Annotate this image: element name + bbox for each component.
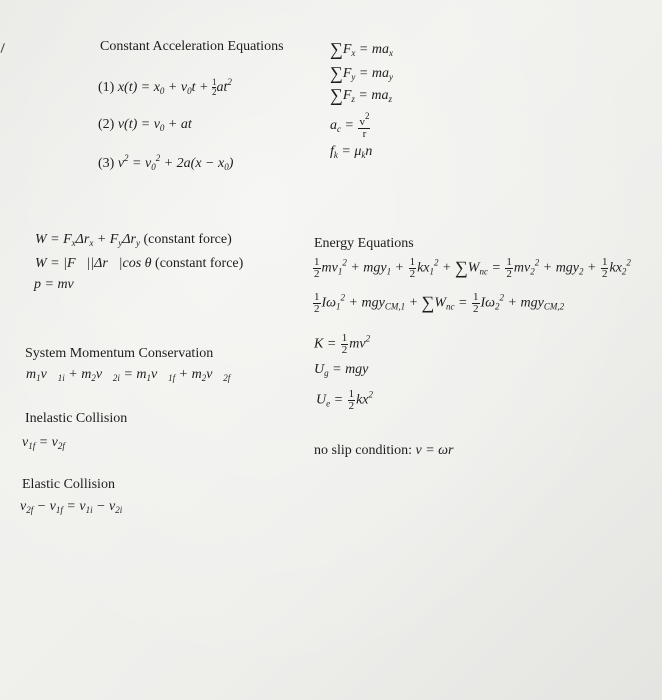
newton-fx: $\sum F_x = ma_x$ xyxy=(330,39,393,59)
work-eq-components: $W = F_x\Delta r_x + F_y\Delta r_y$ (constant force) xyxy=(35,232,232,248)
friction-eq: $f_k = \mu_kn$ xyxy=(330,144,373,160)
inelastic-eq: $v_{1f} = v_{2f}$ xyxy=(22,435,65,451)
elastic-eq: $v_{2f} - v_{1f} = v_{1i} - v_{2i}$ xyxy=(20,499,123,515)
kinematics-eq-3: (3) $v^2 = v_0^2 + 2a(x - x_0)$ xyxy=(98,153,234,172)
centripetal-eq: $a_c$ = $\frac{v^2}{r}$ xyxy=(330,111,370,140)
gravitational-pe-eq: $U_g$ = mgy xyxy=(314,362,369,378)
work-eq-dot: W = |F⃗||Δr⃗|cos θ (constant force) xyxy=(35,256,244,271)
inelastic-title: Inelastic Collision xyxy=(25,411,128,426)
energy-title: Energy Equations xyxy=(314,236,414,251)
elastic-title: Elastic Collision xyxy=(22,477,115,492)
elastic-pe-eq: $U_e$ = $\frac{1}{2}$ $kx^2$ xyxy=(316,388,374,412)
energy-eq-rotational: $\frac{1}{2}$ $I\omega_1^2 + mgy_{CM,1} + \sum W_{nc}$ = $\frac{1}{2}$ $I\omega_2^2 + mgy_{CM,2}$ xyxy=(314,291,565,315)
momentum-conservation-title: System Momentum Conservation xyxy=(25,346,214,361)
no-slip-condition: no slip condition: v = ωr xyxy=(314,443,454,458)
kinematics-eq-2: (2) $v(t) = v_0$ + at xyxy=(98,117,192,133)
energy-eq-translational: $\frac{1}{2}$ $mv_1^2 + mgy_1$ + $\frac{1}{2}$ $kx_1^2 + \sum W_{nc}$ = $\frac{1}{2}$ $mv_2^2 + mgy_2$ + $\frac{1}{2}$ $kx_2^2$ xyxy=(314,256,631,280)
newton-fy: $\sum F_y = ma_y$ xyxy=(330,63,393,83)
kinematics-eq-1: (1) $x(t) = x_0 + v_0t$ + $\frac{1}{2}$ $at^2$ xyxy=(98,77,232,98)
kinematics-title: Constant Acceleration Equations xyxy=(100,39,284,54)
kinetic-energy-eq: K = $\frac{1}{2}$ $mv^2$ xyxy=(314,332,371,356)
momentum-definition: p = mv xyxy=(34,277,74,292)
newton-fz: $\sum F_z = ma_z$ xyxy=(330,85,392,105)
margin-mark xyxy=(1,43,11,55)
momentum-conservation-eq: $m_1v⃗_{1i}$ + $m_2v⃗_{2i}$ = $m_1v⃗_{1f}$ + $m_2v⃗_{2f}$ xyxy=(26,367,231,383)
